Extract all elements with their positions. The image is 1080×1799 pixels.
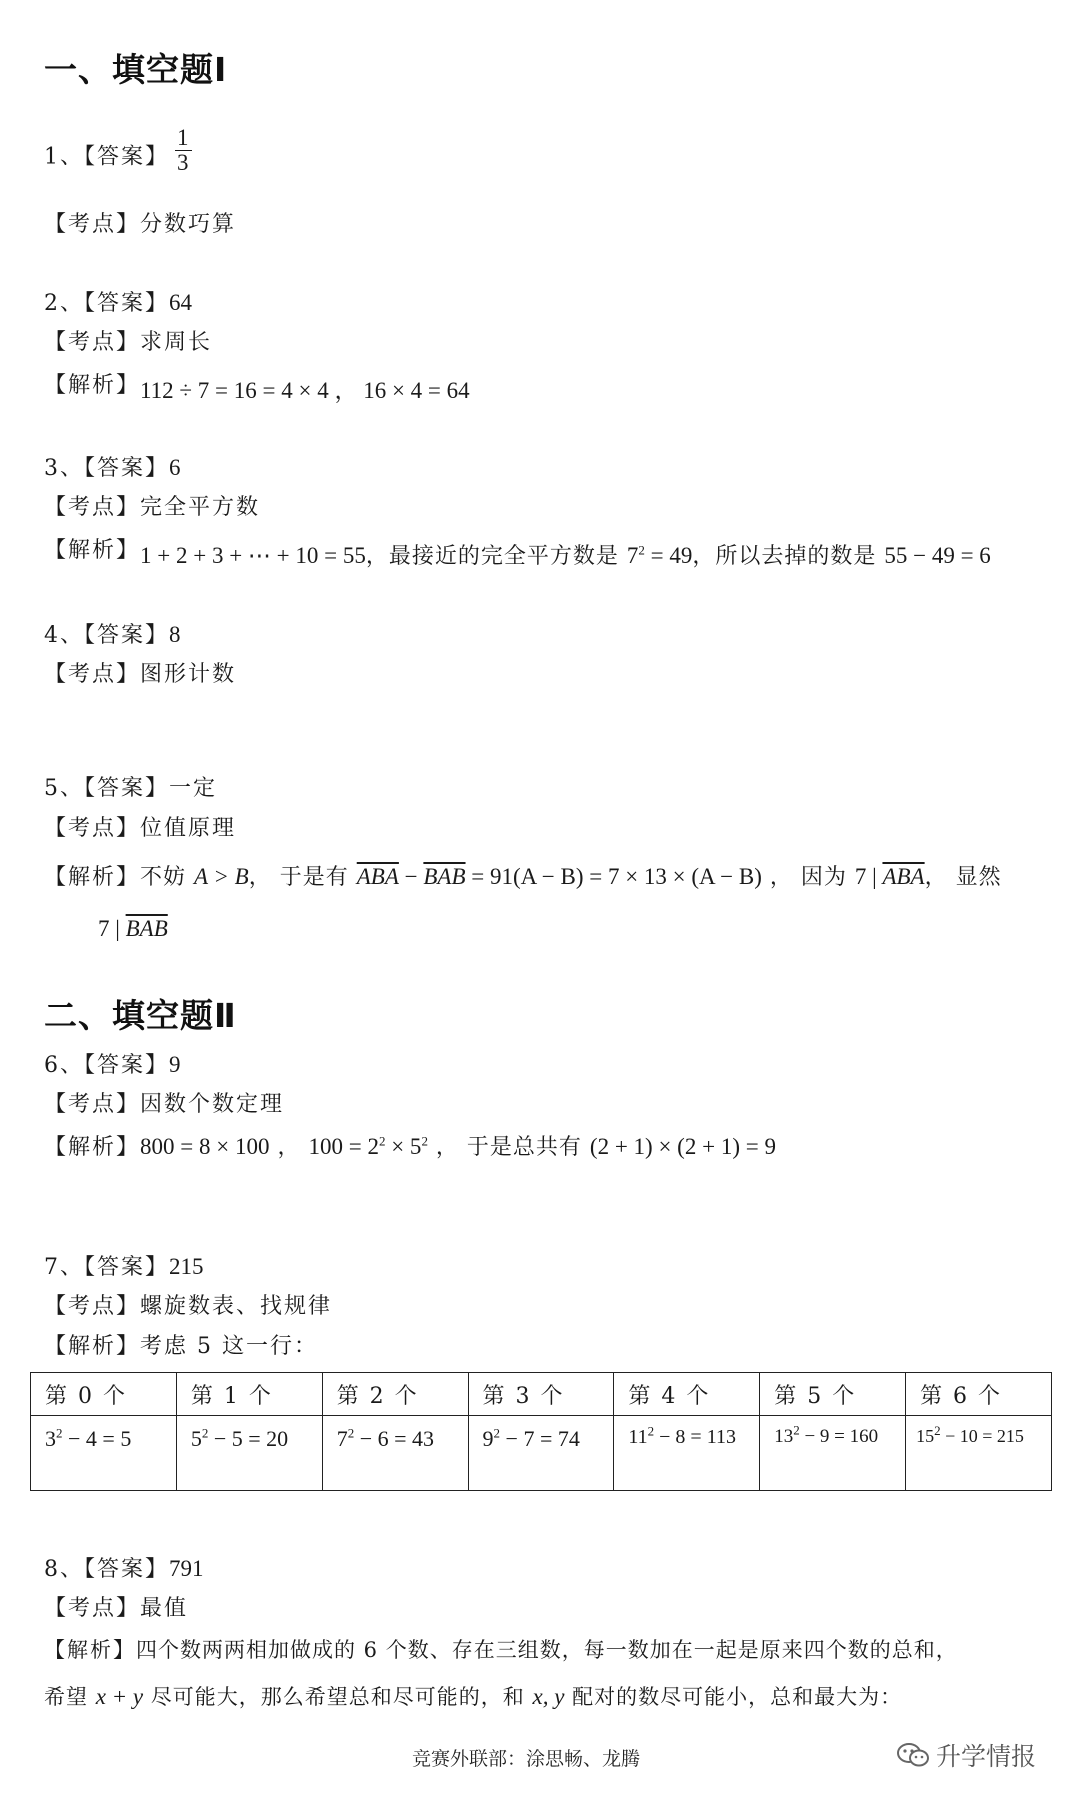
q7-table-header-row	[31, 1373, 1052, 1416]
q1-point-label: 【考点】	[44, 212, 141, 237]
q8-text-hope: 希望	[44, 1685, 96, 1709]
q8-answer-line	[44, 1556, 204, 1583]
q8-point-line	[44, 1596, 188, 1622]
q8-analysis-line	[44, 1637, 958, 1663]
q7-value-cell	[760, 1416, 906, 1491]
q5-point-label: 【考点】	[44, 816, 141, 841]
q6-point-line	[44, 1092, 284, 1118]
q7-value-cell	[322, 1416, 468, 1491]
q6-count-formula: (2 + 1) × (2 + 1) = 9	[589, 1134, 776, 1159]
q5-number-aba: $\overline{ABA}$	[356, 864, 399, 889]
q3-analysis-line	[44, 537, 991, 569]
q5-analysis-label: 【解析】	[44, 865, 141, 890]
q3-answer-line	[44, 455, 181, 482]
q7-value-cell	[906, 1416, 1052, 1491]
q3-analysis-label: 【解析】	[44, 538, 141, 563]
q1-point: 分数巧算	[140, 212, 237, 237]
q7-value-rest: − 9 = 160	[799, 1426, 879, 1447]
q8-answer-prefix: 8、【答案】	[44, 1557, 169, 1582]
q7-point-line	[44, 1294, 332, 1320]
q4-point-line	[44, 662, 236, 688]
q8-point: 最值	[140, 1596, 189, 1621]
q1-fraction-numerator: 1	[177, 125, 190, 150]
q1-point-line	[44, 212, 236, 238]
q6-factor-b: × 5	[385, 1134, 422, 1159]
q7-analysis-label: 【解析】	[44, 1334, 141, 1359]
q2-answer: 64	[169, 290, 192, 315]
q3-point-label: 【考点】	[44, 495, 141, 520]
q3-square-result: = 49	[644, 543, 693, 568]
q6-text-total: ， 于是总共有	[427, 1135, 590, 1160]
q6-analysis-label: 【解析】	[44, 1135, 141, 1160]
q5-text-assume: 不妨	[140, 865, 195, 890]
q7-sequence-table	[30, 1372, 1052, 1491]
q7-value-rest: − 4 = 5	[62, 1426, 132, 1451]
q5-expansion: = 91(A − B) = 7 × 13 × (A − B)	[465, 864, 762, 889]
q4-answer-prefix: 4、【答案】	[44, 623, 169, 648]
q5-point-line	[44, 816, 236, 842]
q8-text-max: 配对的数尽可能小，总和最大为：	[564, 1685, 903, 1709]
q3-text-nearest: ，最接近的完全平方数是	[365, 544, 627, 569]
q2-point-line	[44, 330, 212, 356]
q4-point-label: 【考点】	[44, 662, 141, 687]
q7-value-exp: 2	[934, 1423, 941, 1438]
q3-point-line	[44, 495, 260, 521]
q7-value-cell	[468, 1416, 614, 1491]
q2-point: 求周长	[140, 330, 213, 355]
q8-pair-xy: x, y	[532, 1684, 565, 1709]
footer-credit: 竞赛外联部：涂思畅、龙腾	[412, 1748, 641, 1770]
q7-value-rest: − 10 = 215	[940, 1426, 1024, 1446]
q1-answer-line	[44, 125, 192, 175]
q8-point-label: 【考点】	[44, 1596, 141, 1621]
q7-analysis-line	[44, 1334, 318, 1360]
watermark-text: 升学情报	[936, 1742, 1037, 1771]
q7-header-cell: 第 2 个	[322, 1373, 468, 1416]
q5-number-aba-2: $\overline{ABA}$	[882, 864, 925, 889]
q3-answer: 6	[169, 455, 181, 480]
q3-text-remove: ，所以去掉的数是	[692, 544, 885, 569]
q7-value-base: 15	[916, 1426, 935, 1446]
q8-text-total-small: 尽可能大，那么希望总和尽可能的，和	[143, 1685, 533, 1709]
q7-value-cell	[614, 1416, 760, 1491]
q7-value-rest: − 8 = 113	[654, 1426, 736, 1448]
q5-divides-2: 7 |	[98, 916, 126, 941]
q7-answer-line	[44, 1254, 204, 1281]
q8-analysis-label: 【解析】	[44, 1638, 136, 1662]
watermark	[896, 1737, 1036, 1775]
section-title-1: 一、填空题Ⅰ	[44, 50, 228, 89]
q7-value-base: 11	[628, 1426, 648, 1448]
q5-answer-prefix: 5、【答案】	[44, 776, 169, 801]
q7-header-cell: 第 5 个	[760, 1373, 906, 1416]
q7-header-cell: 第 4 个	[614, 1373, 760, 1416]
q2-analysis: 112 ÷ 7 = 16 = 4 × 4 ， 16 × 4 = 64	[140, 378, 470, 403]
q1-answer-fraction	[175, 126, 192, 175]
q7-value-base: 5	[190, 1426, 202, 1451]
q7-point: 螺旋数表、找规律	[140, 1294, 333, 1319]
q7-value-cell	[176, 1416, 322, 1491]
q3-answer-prefix: 3、【答案】	[44, 456, 169, 481]
q7-value-exp: 2	[56, 1425, 63, 1441]
q3-square-base: 7	[626, 543, 639, 568]
q6-answer-line	[44, 1052, 181, 1079]
q6-answer: 9	[169, 1052, 181, 1077]
q2-answer-prefix: 2、【答案】	[44, 291, 169, 316]
q7-value-exp: 2	[201, 1425, 209, 1441]
q7-value-base: 13	[774, 1426, 794, 1447]
q7-value-exp: 2	[493, 1425, 501, 1441]
q7-answer: 215	[169, 1254, 204, 1279]
q7-value-base: 3	[45, 1426, 56, 1451]
q4-point: 图形计数	[140, 662, 237, 687]
q3-point: 完全平方数	[140, 495, 261, 520]
q5-number-bab-2: $\overline{BAB}$	[125, 916, 168, 941]
q1-answer-prefix: 1、【答案】	[44, 144, 169, 170]
q2-answer-line	[44, 290, 192, 317]
q7-point-label: 【考点】	[44, 1294, 141, 1319]
q3-difference: 55 − 49 = 6	[884, 543, 991, 568]
q7-value-base: 7	[336, 1426, 348, 1451]
q6-point: 因数个数定理	[140, 1092, 285, 1117]
q6-analysis-line	[44, 1134, 776, 1161]
q2-point-label: 【考点】	[44, 330, 141, 355]
q7-value-exp: 2	[793, 1422, 800, 1438]
q6-point-label: 【考点】	[44, 1092, 141, 1117]
q5-number-bab: $\overline{BAB}$	[423, 864, 466, 889]
q7-header-cell: 第 3 个	[468, 1373, 614, 1416]
q3-sum-expression: 1 + 2 + 3 + ⋯ + 10 = 55	[140, 543, 366, 568]
q5-answer: 一定	[169, 776, 218, 801]
q6-factor-b-exp: 2	[421, 1133, 428, 1149]
q5-analysis-line	[44, 864, 1002, 891]
q5-text-thus: ， 于是有	[248, 865, 357, 890]
q8-analysis-line-2	[44, 1684, 902, 1710]
q4-answer-line	[44, 622, 181, 649]
q2-analysis-label: 【解析】	[44, 373, 141, 398]
q5-inequality: A > B	[194, 864, 249, 889]
q3-square-expression	[627, 543, 692, 568]
q5-text-obviously: ， 显然	[924, 865, 1002, 890]
q2-analysis-line	[44, 372, 470, 403]
q6-product: 800 = 8 × 100	[140, 1134, 270, 1159]
q8-answer: 791	[169, 1556, 204, 1581]
q5-divides: 7 |	[854, 864, 883, 889]
wechat-icon	[896, 1741, 930, 1775]
section-title-2: 二、填空题Ⅱ	[44, 996, 237, 1035]
q5-answer-line	[44, 776, 217, 802]
q7-value-base: 9	[482, 1426, 494, 1451]
q7-value-rest: − 5 = 20	[208, 1426, 289, 1451]
q7-value-rest: − 7 = 74	[500, 1426, 580, 1451]
q6-answer-prefix: 6、【答案】	[44, 1053, 169, 1078]
q3-square-exp: 2	[638, 542, 645, 558]
q7-answer-prefix: 7、【答案】	[44, 1255, 169, 1280]
q5-point: 位值原理	[140, 816, 237, 841]
q7-header-cell: 第 6 个	[906, 1373, 1052, 1416]
q1-fraction-denominator: 3	[177, 150, 190, 175]
q6-comma: ，	[269, 1135, 309, 1160]
q7-value-exp: 2	[347, 1425, 355, 1441]
q7-value-cell	[31, 1416, 177, 1491]
q5-text-because: ， 因为	[761, 865, 855, 890]
q6-factorization	[308, 1134, 427, 1159]
q5-analysis-line-2	[98, 916, 168, 943]
q6-factor-a: 100 = 2	[308, 1134, 379, 1159]
q8-analysis: 四个数两两相加做成的 6 个数、存在三组数，每一数加在一起是原来四个数的总和，	[136, 1638, 958, 1662]
q7-value-rest: − 6 = 43	[354, 1426, 435, 1451]
q7-table-value-row	[31, 1416, 1052, 1491]
q4-answer: 8	[169, 622, 181, 647]
q8-sum-xy: x + y	[95, 1684, 144, 1709]
q7-header-cell: 第 0 个	[31, 1373, 177, 1416]
q5-minus: −	[398, 864, 424, 889]
q7-header-cell: 第 1 个	[176, 1373, 322, 1416]
q6-factor-a-exp: 2	[378, 1133, 386, 1149]
q7-analysis: 考虑 5 这一行：	[140, 1334, 318, 1359]
q7-value-exp: 2	[647, 1423, 655, 1439]
